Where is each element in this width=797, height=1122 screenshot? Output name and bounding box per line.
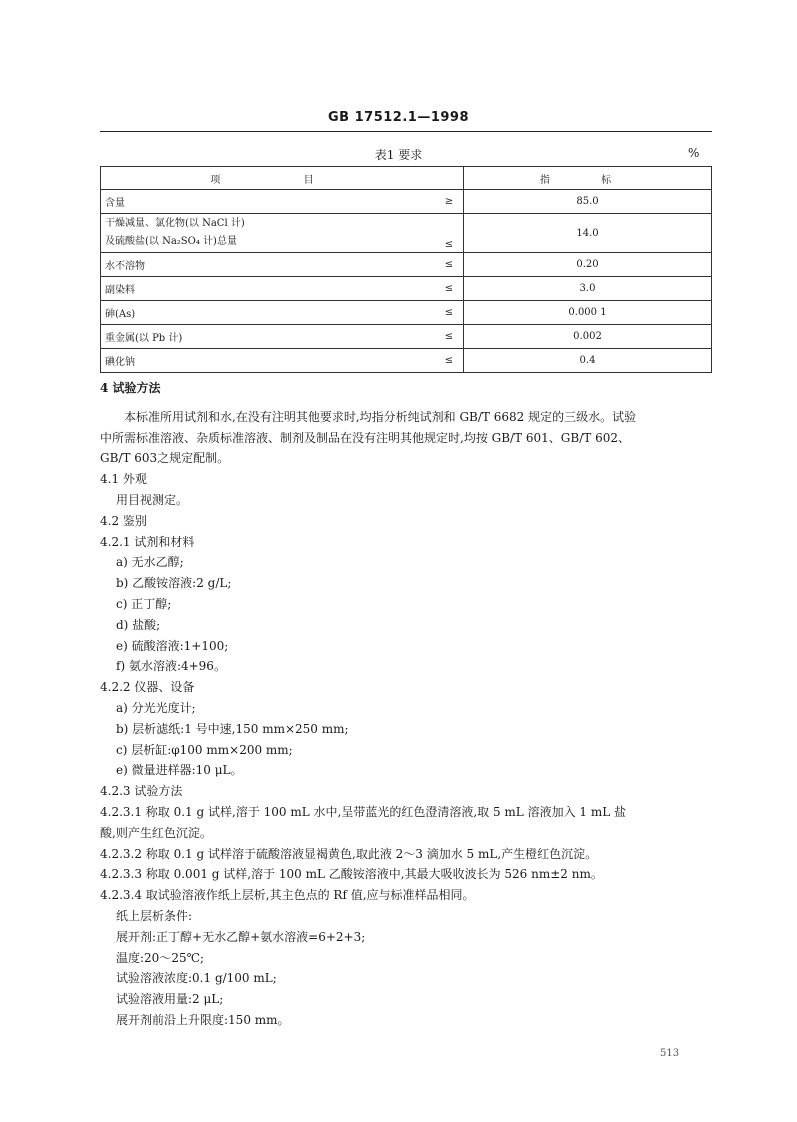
- row-op: ≤: [435, 277, 464, 301]
- header-item: 项 目: [101, 167, 464, 190]
- clause-4-2-3-2: 4.2.3.2 称取 0.1 g 试样溶于硫酸溶液显褐黄色,取此液 2～3 滴加水 5 mL,产生橙红色沉淀。: [100, 846, 598, 861]
- row-value: 85.0: [464, 190, 712, 214]
- row-op: ≤: [435, 301, 464, 325]
- table-caption: 表1 要求: [374, 148, 423, 162]
- row-value: 0.20: [464, 253, 712, 277]
- list-item: c) 层析缸:φ100 mm×200 mm;: [116, 742, 293, 757]
- row-op: ≤: [435, 214, 464, 253]
- table-row: [101, 214, 712, 253]
- section-heading: 4 试验方法: [100, 381, 161, 395]
- clause-4-1-text: 用目视测定。: [116, 492, 189, 507]
- clause-4-2-3-3: 4.2.3.3 称取 0.001 g 试样,溶于 100 mL 乙酸铵溶液中,其最大吸收波长为 526 nm±2 nm。: [100, 867, 603, 882]
- row-value: 0.000 1: [464, 301, 712, 325]
- row-item: 含量: [101, 190, 436, 214]
- clause-4-2-2: 4.2.2 仪器、设备: [100, 680, 195, 695]
- row-value: 0.4: [464, 349, 712, 373]
- list-item: a) 无水乙醇;: [116, 555, 184, 570]
- clause-4-2: 4.2 鉴别: [100, 513, 147, 528]
- intro-line-3: GB/T 603之规定配制。: [100, 451, 230, 466]
- standard-code: GB 17512.1—1998: [328, 110, 469, 125]
- row-value: 3.0: [464, 277, 712, 301]
- condition-line: 展开剂:正丁醇+无水乙醇+氨水溶液=6+2+3;: [116, 929, 366, 944]
- list-item: d) 盐酸;: [116, 617, 161, 632]
- list-item: a) 分光光度计;: [116, 700, 196, 715]
- condition-line: 展开剂前沿上升限度:150 mm。: [116, 1012, 290, 1027]
- condition-line: 温度:20～25℃;: [116, 950, 205, 965]
- list-item: e) 硫酸溶液:1+100;: [116, 638, 229, 653]
- row-op: ≤: [435, 349, 464, 373]
- clause-4-2-3-1-line-2: 酸,则产生红色沉淀。: [100, 825, 212, 840]
- clause-4-2-1: 4.2.1 试剂和材料: [100, 534, 195, 549]
- list-item: e) 微量进样器:10 μL。: [116, 763, 243, 778]
- row-op: ≥: [435, 190, 464, 214]
- row-item-line1: 干燥减量、氯化物(以 NaCl 计): [105, 218, 245, 229]
- clause-4-2-3: 4.2.3 试验方法: [100, 784, 183, 799]
- table-unit: %: [688, 146, 700, 160]
- row-op: ≤: [435, 253, 464, 277]
- condition-line: 试验溶液浓度:0.1 g/100 mL;: [116, 971, 277, 986]
- requirements-table: [100, 166, 712, 373]
- list-item: b) 层析滤纸:1 号中速,150 mm×250 mm;: [116, 721, 349, 736]
- condition-line: 纸上层析条件:: [116, 908, 193, 923]
- table-row: [101, 190, 712, 214]
- row-item: [101, 214, 436, 253]
- table-row: [101, 301, 712, 325]
- clause-4-2-3-4: 4.2.3.4 取试验溶液作纸上层析,其主色点的 Rf 值,应与标准样品相同。: [100, 888, 475, 903]
- condition-line: 试验溶液用量:2 μL;: [116, 992, 224, 1007]
- row-value: 14.0: [464, 214, 712, 253]
- header-indicator: 指 标: [464, 167, 712, 190]
- section-4-body: [100, 378, 712, 1031]
- page-number: 513: [660, 1048, 680, 1059]
- row-item: 水不溶物: [101, 253, 436, 277]
- row-op: ≤: [435, 325, 464, 349]
- clause-4-1: 4.1 外观: [100, 472, 147, 487]
- table-header-row: [101, 167, 712, 190]
- row-value: 0.002: [464, 325, 712, 349]
- intro-line-1: 本标准所用试剂和水,在没有注明其他要求时,均指分析纯试剂和 GB/T 6682 规定的三级水。试验: [124, 409, 637, 424]
- clause-4-2-3-1-line-1: 4.2.3.1 称取 0.1 g 试样,溶于 100 mL 水中,呈带蓝光的红色澄清溶液,取 5 mL 溶液加入 1 mL 盐: [100, 804, 626, 819]
- row-item-line2: 及硫酸盐(以 Na₂SO₄ 计)总量: [105, 236, 237, 247]
- table-row: [101, 349, 712, 373]
- table-row: [101, 325, 712, 349]
- list-item: f) 氨水溶液:4+96。: [116, 659, 226, 674]
- intro-line-2: 中所需标准溶液、杂质标准溶液、制剂及制品在没有注明其他规定时,均按 GB/T 601、GB/T 602、: [100, 430, 630, 445]
- table-row: [101, 253, 712, 277]
- row-item: 重金属(以 Pb 计): [101, 325, 436, 349]
- table-row: [101, 277, 712, 301]
- row-item: 碘化钠: [101, 349, 436, 373]
- row-item: 砷(As): [101, 301, 436, 325]
- list-item: c) 正丁醇;: [116, 596, 172, 611]
- row-item: 副染料: [101, 277, 436, 301]
- list-item: b) 乙酸铵溶液:2 g/L;: [116, 576, 232, 591]
- header-rule: [100, 131, 712, 132]
